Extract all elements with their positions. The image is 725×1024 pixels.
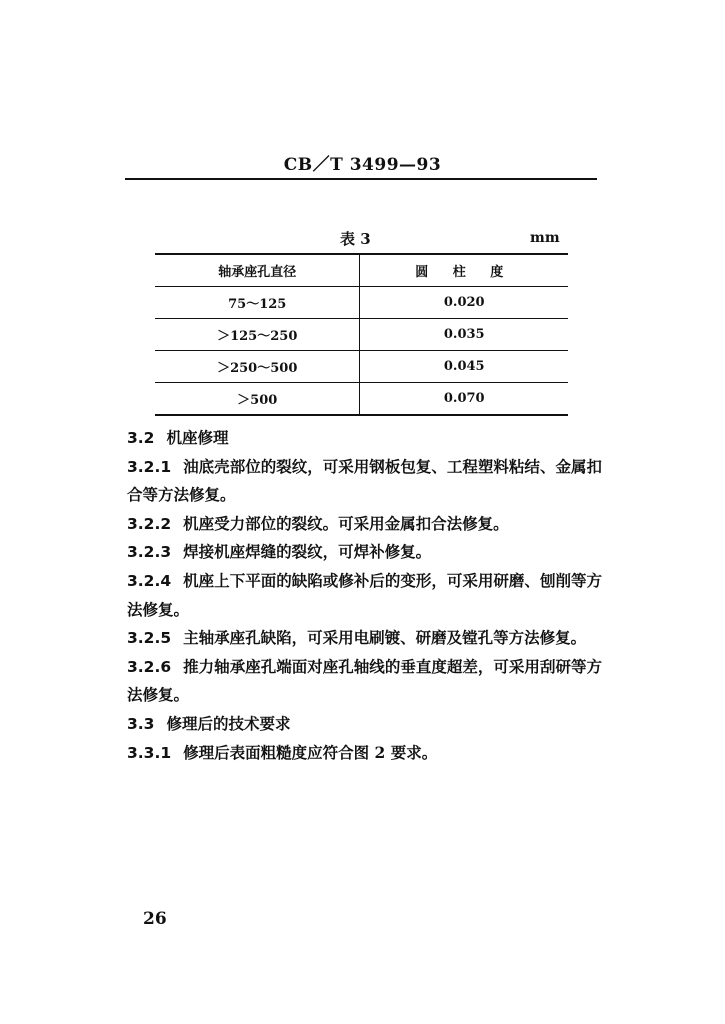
cell-diameter: 75～125 (155, 287, 360, 319)
header-cylindricity: 圆 柱 度 (360, 254, 568, 287)
clause-paragraph (127, 739, 602, 768)
clause-paragraph (127, 567, 602, 624)
clause-paragraph (127, 653, 602, 710)
clause-number: 3.2.3 (127, 543, 172, 562)
table-caption: 表 3 (340, 230, 371, 248)
clause-text: 修理后表面粗糙度应符合图 2 要求。 (183, 742, 438, 762)
clause-number: 3.2.4 (127, 571, 172, 590)
clause-text: 油底壳部位的裂纹，可采用钢板包复、工程塑料粘结、金属扣合等方法修复。 (127, 456, 602, 505)
clause-number: 3.2.6 (127, 657, 172, 676)
cell-cylindricity: 0.045 (360, 351, 568, 383)
table-unit: mm (530, 230, 560, 246)
table-row (155, 351, 568, 383)
clause-paragraph (127, 453, 602, 510)
cell-diameter: ＞125～250 (155, 319, 360, 351)
clause-paragraph (127, 510, 602, 539)
section-number: 3.3 (127, 714, 155, 733)
clause-text: 机座受力部位的裂纹。可采用金属扣合法修复。 (183, 513, 509, 533)
clause-number: 3.2.1 (127, 457, 172, 476)
cell-cylindricity: 0.020 (360, 287, 568, 319)
header-rule (125, 178, 597, 180)
section-text: 机座修理 (166, 428, 229, 447)
table-header-row (155, 254, 568, 287)
clause-text: 推力轴承座孔端面对座孔轴线的垂直度超差，可采用刮研等方法修复。 (127, 656, 602, 705)
clause-text: 主轴承座孔缺陷，可采用电刷镀、研磨及镗孔等方法修复。 (183, 628, 587, 648)
section-number: 3.2 (127, 429, 155, 447)
clause-number: 3.2.5 (127, 629, 172, 648)
page-number: 26 (143, 909, 167, 929)
standard-code-header: CB／T 3499—93 (283, 155, 442, 175)
clause-text: 焊接机座焊缝的裂纹，可焊补修复。 (183, 542, 432, 562)
table-row (155, 319, 568, 351)
section-heading (127, 424, 602, 453)
table-row (155, 287, 568, 319)
cell-cylindricity: 0.070 (360, 383, 568, 416)
header-bore-diameter: 轴承座孔直径 (155, 254, 360, 287)
clause-paragraph (127, 624, 602, 653)
table-row (155, 383, 568, 416)
clause-number: 3.2.2 (127, 514, 172, 533)
section-heading (127, 710, 602, 739)
clause-text: 机座上下平面的缺陷或修补后的变形，可采用研磨、刨削等方法修复。 (127, 570, 602, 619)
clause-paragraph (127, 538, 602, 567)
body-text (127, 424, 602, 767)
section-text: 修理后的技术要求 (166, 713, 291, 733)
cylindricity-table (155, 253, 568, 416)
cell-diameter: ＞250～500 (155, 351, 360, 383)
clause-number: 3.3.1 (127, 743, 172, 762)
cell-diameter: ＞500 (155, 383, 360, 416)
cell-cylindricity: 0.035 (360, 319, 568, 351)
